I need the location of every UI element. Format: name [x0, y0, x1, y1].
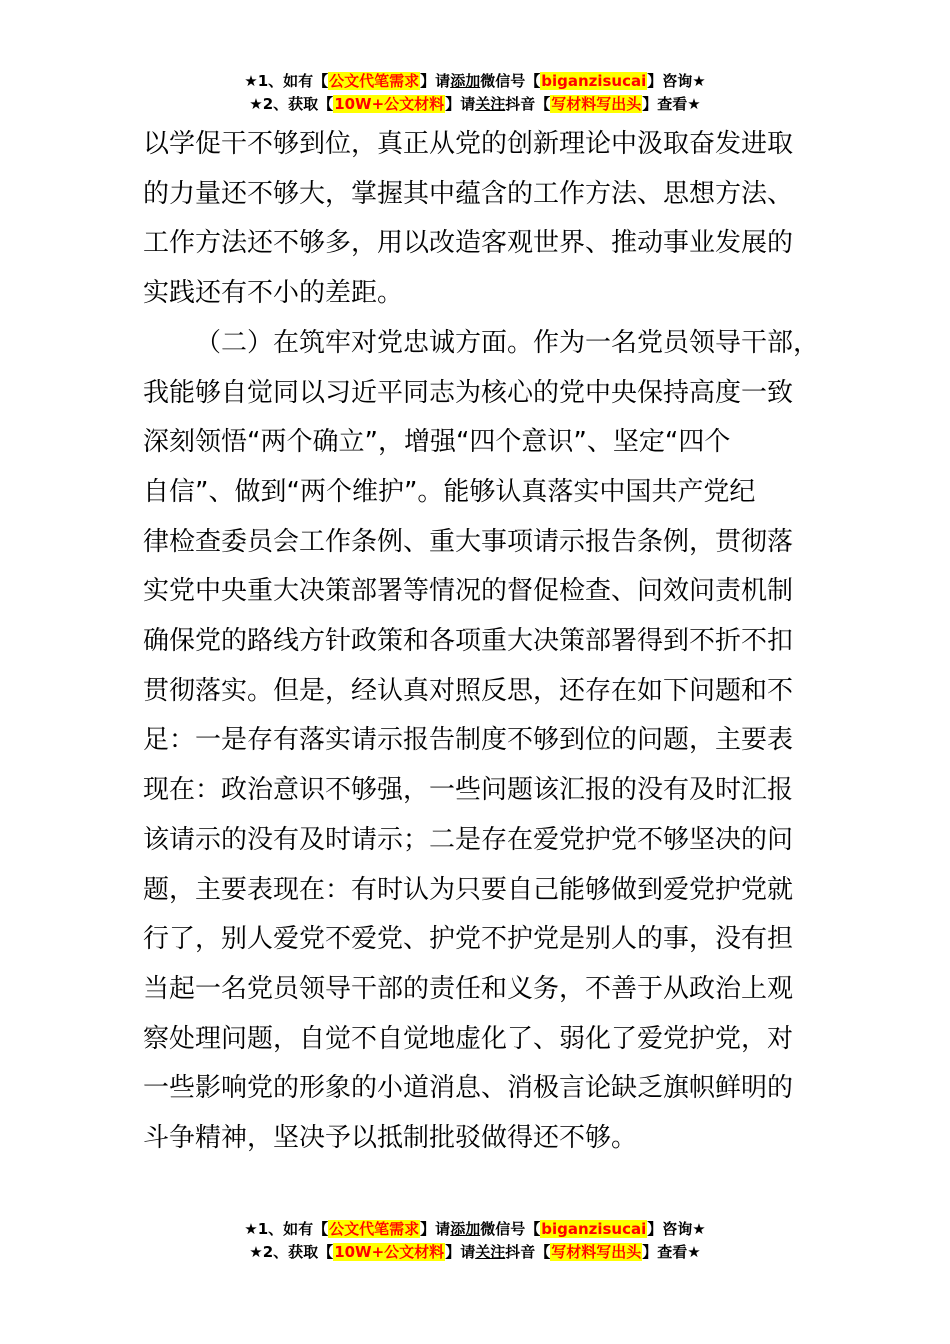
body-line: 行了，别人爱党不爱党、护党不护党是别人的事，没有担: [143, 924, 794, 955]
body-line: 一些影响党的形象的小道消息、消极言论缺乏旗帜鲜明的: [143, 1073, 794, 1104]
body-line: 足：一是存有落实请示报告制度不够到位的问题，主要表: [143, 725, 794, 756]
banner-line-2: [0, 93, 950, 116]
banner-text: 】请: [420, 72, 451, 90]
header-banner: [0, 70, 950, 116]
body-line: 题，主要表现在：有时认为只要自己能够做到爱党护党就: [143, 874, 794, 905]
banner-text: 微信号【: [480, 72, 541, 90]
banner-text: 】查看★: [642, 1243, 701, 1261]
highlight-wechat-id: biganzisucai: [541, 1220, 647, 1238]
banner-text: ★2、获取【: [249, 95, 334, 113]
footer-banner: [0, 1218, 950, 1264]
highlight-service: 公文代笔需求: [329, 1220, 420, 1238]
section-heading-line: （二）在筑牢对党忠诚方面。作为一名党员领导干部，: [195, 327, 820, 358]
highlight-materials: 10W+公文材料: [334, 95, 445, 113]
body-line: 深刻领悟“两个确立”，增强“四个意识”、坚定“四个: [143, 427, 731, 458]
body-line: 我能够自觉同以习近平同志为核心的党中央保持高度一致: [143, 377, 794, 408]
body-line: 实践还有不小的差距。: [143, 278, 404, 309]
body-line: 察处理问题，自觉不自觉地虚化了、弱化了爱党护党，对: [143, 1023, 794, 1054]
body-line: 当起一名党员领导干部的责任和义务，不善于从政治上观: [143, 973, 794, 1004]
banner-text: 】请: [445, 95, 476, 113]
banner-text: ★1、如有【: [244, 1220, 329, 1238]
highlight-wechat-id: biganzisucai: [541, 72, 647, 90]
banner-underlined-text: 关注: [475, 95, 506, 113]
banner-text: ★1、如有【: [244, 72, 329, 90]
banner-underlined-text: 添加: [450, 1220, 481, 1238]
banner-text: 抖音【: [505, 1243, 551, 1261]
body-line: 确保党的路线方针政策和各项重大决策部署得到不折不扣: [143, 626, 794, 657]
document-body: [143, 120, 833, 1164]
body-line: 现在：政治意识不够强，一些问题该汇报的没有及时汇报: [143, 775, 794, 806]
banner-line-2: [0, 1241, 950, 1264]
highlight-service: 公文代笔需求: [329, 72, 420, 90]
banner-line-1: [0, 1218, 950, 1241]
banner-underlined-text: 关注: [475, 1243, 506, 1261]
body-line: 斗争精神，坚决予以抵制批驳做得还不够。: [143, 1123, 638, 1154]
banner-text: 微信号【: [480, 1220, 541, 1238]
body-line: 自信”、做到“两个维护”。能够认真落实中国共产党纪: [143, 476, 756, 507]
body-line: 的力量还不够大，掌握其中蕴含的工作方法、思想方法、: [143, 178, 794, 209]
banner-underlined-text: 添加: [450, 72, 481, 90]
body-line: 贯彻落实。但是，经认真对照反思，还存在如下问题和不: [143, 675, 794, 706]
highlight-douyin-account: 写材料写出头: [551, 1243, 642, 1261]
body-line: 实党中央重大决策部署等情况的督促检查、问效问责机制: [143, 576, 794, 607]
banner-text: 】请: [420, 1220, 451, 1238]
highlight-douyin-account: 写材料写出头: [551, 95, 642, 113]
banner-text: 】咨询★: [647, 72, 706, 90]
banner-text: 】咨询★: [647, 1220, 706, 1238]
banner-text: ★2、获取【: [249, 1243, 334, 1261]
banner-line-1: [0, 70, 950, 93]
banner-text: 】查看★: [642, 95, 701, 113]
body-line: 律检查委员会工作条例、重大事项请示报告条例，贯彻落: [143, 526, 794, 557]
body-line: 以学促干不够到位，真正从党的创新理论中汲取奋发进取: [143, 129, 794, 159]
body-line: 该请示的没有及时请示；二是存在爱党护党不够坚决的问: [143, 824, 794, 855]
banner-text: 抖音【: [505, 95, 551, 113]
body-line: 工作方法还不够多，用以改造客观世界、推动事业发展的: [143, 228, 794, 259]
highlight-materials: 10W+公文材料: [334, 1243, 445, 1261]
banner-text: 】请: [445, 1243, 476, 1261]
